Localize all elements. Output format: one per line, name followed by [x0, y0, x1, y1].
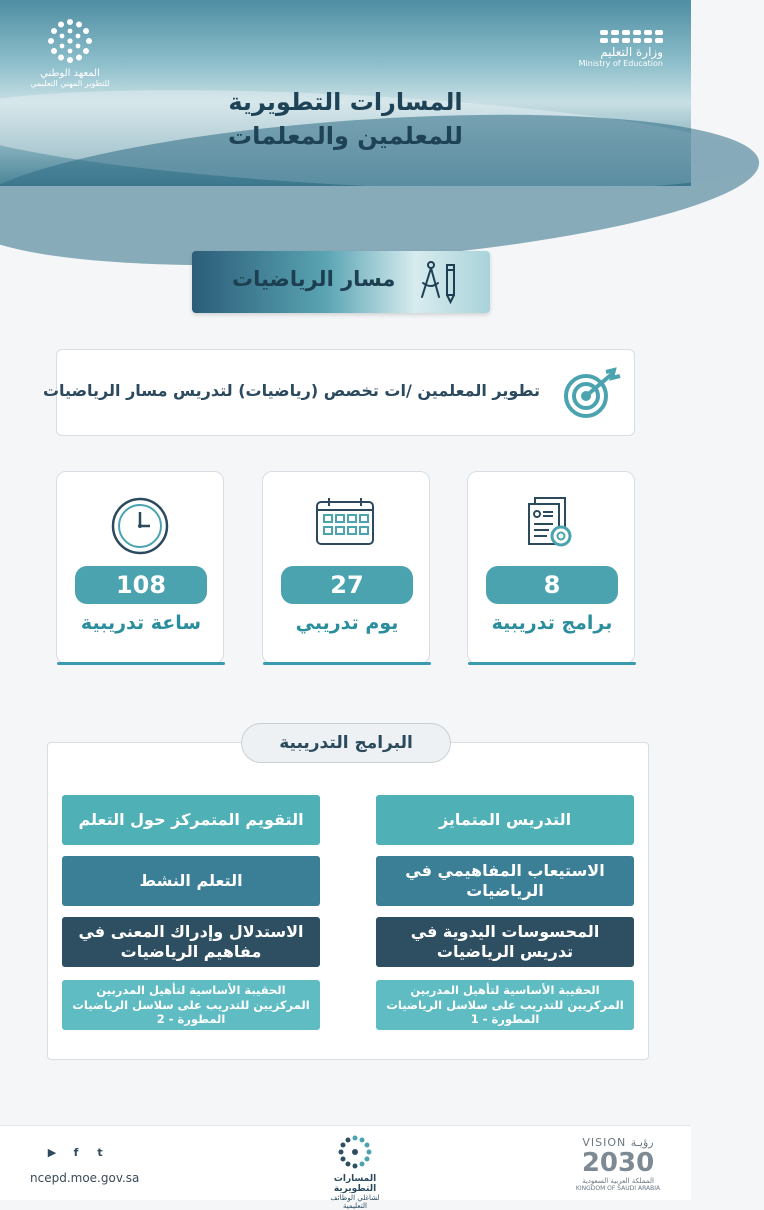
card-underline	[57, 662, 225, 665]
clock-icon	[110, 496, 170, 560]
stat-caption: ساعة تدريبية	[80, 612, 202, 634]
facebook-icon[interactable]: f	[73, 1146, 79, 1159]
page-title-line1: المسارات التطويرية	[228, 88, 463, 116]
moe-dots-icon	[600, 30, 663, 43]
stat-card-days	[262, 471, 430, 664]
stat-card-hours	[56, 471, 224, 664]
vision-2030-logo	[573, 1136, 663, 1192]
track-banner	[192, 251, 490, 313]
stat-card-programs	[467, 471, 635, 664]
header-banner	[0, 0, 691, 186]
site-url[interactable]: ncepd.moe.gov.sa	[30, 1171, 140, 1185]
ncepd-name: المعهد الوطني	[40, 68, 100, 79]
stat-value: 8	[486, 566, 618, 604]
stat-caption: يوم تدريبي	[295, 612, 399, 634]
program-item[interactable]: المحسوسات اليدوية في تدريس الرياضيات	[376, 917, 634, 967]
stat-value: 108	[75, 566, 207, 604]
compass-pencil-icon	[417, 259, 461, 309]
vision-country-ar: المملكة العربية السعودية	[582, 1177, 654, 1185]
programs-title: البرامج التدريبية	[241, 723, 451, 763]
ncepd-logo	[30, 18, 110, 88]
program-item[interactable]: التعلم النشط	[62, 856, 320, 906]
program-item[interactable]: التدريس المتمايز	[376, 795, 634, 845]
moe-name-en: Ministry of Education	[578, 59, 663, 68]
track-label: مسار الرياضيات	[232, 267, 396, 291]
card-underline	[263, 662, 431, 665]
tracks-dots-icon	[334, 1134, 376, 1170]
calendar-icon	[315, 496, 377, 552]
document-gear-icon	[523, 496, 579, 556]
goal-text: تطوير المعلمين /ات تخصص (رياضيات) لتدريس مسار الرياضيات	[42, 381, 540, 400]
goal-box	[42, 349, 635, 436]
vision-year: 2030	[581, 1148, 655, 1178]
target-arrow-icon	[562, 368, 622, 424]
tracks-subtitle: لشاغلي الوظائف التعليمية	[330, 1194, 380, 1210]
program-item[interactable]: التقويم المتمركز حول التعلم	[62, 795, 320, 845]
page-title-line2: للمعلمين والمعلمات	[228, 122, 463, 150]
youtube-icon[interactable]: ▶	[47, 1146, 57, 1159]
ncepd-subtitle: للتطوير المهني التعليمي	[30, 79, 110, 88]
moe-logo	[553, 20, 663, 68]
tracks-title: المسارات التطويرية	[333, 1174, 377, 1194]
stat-value: 27	[281, 566, 413, 604]
stat-caption: برامج تدريبية	[491, 612, 613, 634]
program-item[interactable]: الحقيبة الأساسية لتأهيل المدربين المركزيين للتدريب على سلاسل الرياضيات المطورة - 1	[376, 980, 634, 1030]
ncepd-dots-icon	[47, 18, 93, 64]
footer	[0, 1125, 691, 1210]
social-icons	[45, 1146, 107, 1160]
twitter-icon[interactable]: t	[97, 1146, 103, 1159]
vision-country-en: KINGDOM OF SAUDI ARABIA	[575, 1185, 661, 1192]
tracks-logo	[320, 1134, 390, 1210]
program-item[interactable]: الحقيبة الأساسية لتأهيل المدربين المركزيين للتدريب على سلاسل الرياضيات المطورة - 2	[62, 980, 320, 1030]
vision-label: VISION رؤيـة	[582, 1136, 654, 1149]
card-underline	[468, 662, 636, 665]
program-item[interactable]: الاستيعاب المفاهيمي في الرياضيات	[376, 856, 634, 906]
moe-name-ar: وزارة التعليم	[600, 45, 663, 59]
program-item[interactable]: الاستدلال وإدراك المعنى في مفاهيم الرياضيات	[62, 917, 320, 967]
